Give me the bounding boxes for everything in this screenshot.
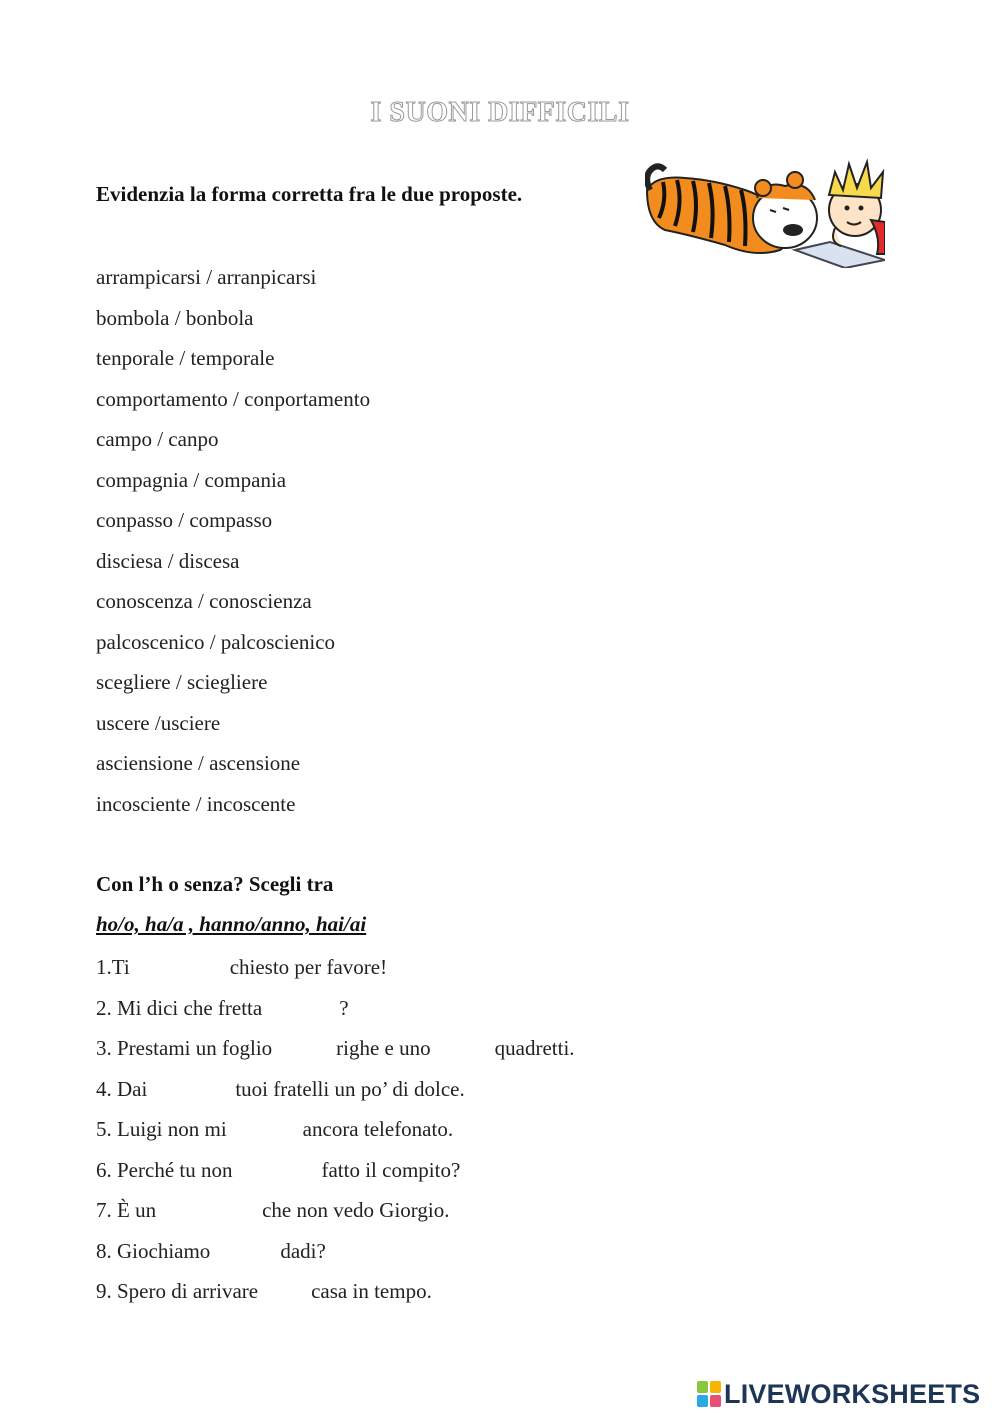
exercise-text-after: ancora telefonato. — [302, 1117, 454, 1141]
exercise-item — [96, 1033, 575, 1074]
exercise-text-after: ? — [339, 995, 349, 1020]
exercise-text-before: 3. Prestami un foglio — [96, 1036, 273, 1060]
list-item[interactable]: campo / canpo — [96, 427, 219, 451]
exercise-text-before: 7. È un — [96, 1198, 157, 1222]
choice-options: ho/o, ha/a , hanno/anno, hai/ai — [96, 912, 367, 936]
exercise-text-after: fatto il compito? — [321, 1157, 461, 1182]
list-item[interactable]: asciensione / ascensione — [96, 751, 301, 775]
list-item[interactable]: scegliere / sciegliere — [96, 670, 268, 694]
list-item[interactable]: tenporale / temporale — [96, 346, 275, 370]
exercise-text-after: che non vedo Giorgio. — [262, 1198, 450, 1222]
exercise-text-before: 6. Perché tu non — [96, 1157, 233, 1182]
exercise-item — [96, 1074, 575, 1115]
exercise-item — [96, 1114, 575, 1155]
instruction-h-choice: Con l’h o senza? Scegli tra — [96, 872, 334, 896]
list-item[interactable]: palcoscenico / palcoscienico — [96, 629, 336, 654]
list-item[interactable]: conoscenza / conoscienza — [96, 589, 312, 613]
exercise-text-after: dadi? — [280, 1238, 326, 1263]
brand-name: LIVEWORKSHEETS — [724, 1378, 981, 1409]
exercise-item — [96, 1236, 575, 1277]
instruction-highlight: Evidenzia la forma corretta fra le due proposte. — [96, 182, 523, 206]
exercise-text-after: chiesto per favore! — [229, 955, 388, 979]
exercise-text-before: 8. Giochiamo — [96, 1238, 211, 1263]
list-item[interactable]: comportamento / conportamento — [96, 386, 371, 411]
exercise-list — [96, 952, 575, 1317]
list-item[interactable]: arrampicarsi / arranpicarsi — [96, 265, 317, 289]
exercise-text-after: tuoi fratelli un po’ di dolce. — [235, 1076, 465, 1101]
list-item[interactable]: uscere /usciere — [96, 710, 221, 735]
tiger-and-boy-reading-icon — [645, 150, 885, 268]
exercise-item — [96, 1195, 575, 1236]
list-item[interactable]: conpasso / compasso — [96, 508, 273, 532]
list-item[interactable]: incosciente / incoscente — [96, 791, 296, 816]
list-item[interactable]: compagnia / compania — [96, 467, 287, 492]
liveworksheets-logo-icon — [697, 1381, 721, 1407]
exercise-text-before: 9. Spero di arrivare — [96, 1279, 259, 1303]
exercise-text-after: quadretti. — [494, 1036, 575, 1060]
list-item[interactable]: bombola / bonbola — [96, 305, 254, 330]
word-pair-list — [96, 262, 370, 829]
exercise-text-before: 5. Luigi non mi — [96, 1117, 227, 1141]
exercise-text-after: casa in tempo. — [311, 1279, 432, 1303]
liveworksheets-logo[interactable] — [697, 1377, 980, 1411]
exercise-item — [96, 1155, 575, 1196]
exercise-text-before: 1.Ti — [96, 955, 130, 979]
page-title: I SUONI DIFFICILI — [370, 97, 630, 128]
exercise-item — [96, 952, 575, 993]
exercise-text-middle: righe e uno — [336, 1036, 431, 1060]
exercise-text-before: 2. Mi dici che fretta — [96, 995, 263, 1020]
exercise-item — [96, 1276, 575, 1317]
exercise-item — [96, 993, 575, 1034]
exercise-text-before: 4. Dai — [96, 1076, 148, 1101]
list-item[interactable]: disciesa / discesa — [96, 548, 240, 573]
